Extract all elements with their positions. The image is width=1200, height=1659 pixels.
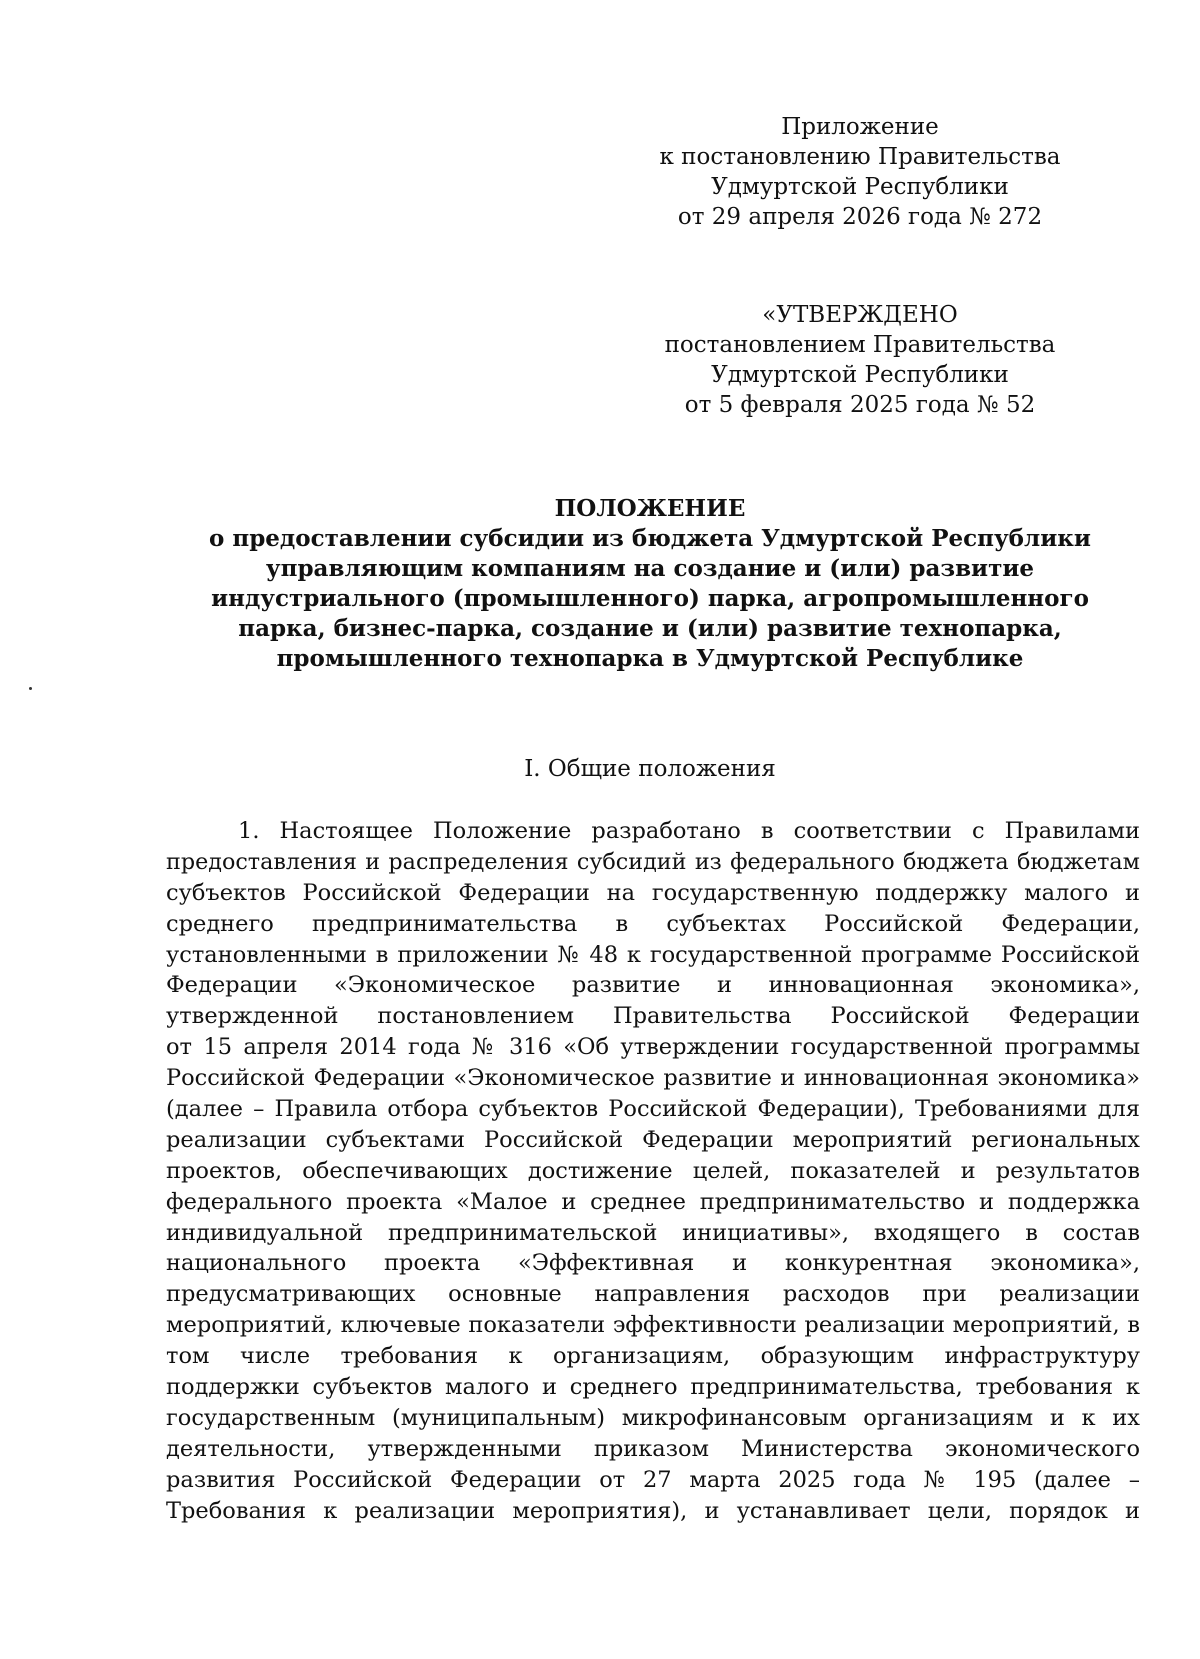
paragraph-line: том числе требования к организациям, образующим инфраструктуру	[166, 1343, 1140, 1370]
paragraph-line: установленными в приложении № 48 к государственной программе Российской	[166, 941, 1140, 968]
title-line: управляющим компаниям на создание и (или) развитие	[265, 555, 1035, 582]
annex-line: от 29 апреля 2026 года № 272	[677, 204, 1043, 230]
approval-line: Удмуртской Республики	[711, 362, 1009, 388]
paragraph-line: предоставления и распределения субсидий из федерального бюджета бюджетам	[166, 848, 1140, 875]
paragraph-line: Федерации «Экономическое развитие и инновационная экономика»,	[166, 972, 1140, 999]
paragraph-line: Российской Федерации «Экономическое развитие и инновационная экономика»	[166, 1065, 1140, 1092]
paragraph-line: мероприятий, ключевые показатели эффективности реализации мероприятий, в	[166, 1312, 1140, 1339]
paragraph-line: государственным (муниципальным) микрофинансовым организациям и к их	[166, 1404, 1140, 1431]
paragraph-line: поддержки субъектов малого и среднего предпринимательства, требования к	[166, 1374, 1140, 1401]
title-line: парка, бизнес-парка, создание и (или) развитие технопарка,	[238, 615, 1062, 642]
document-title	[180, 494, 1120, 674]
approval-line: от 5 февраля 2025 года № 52	[684, 392, 1036, 418]
title-line: индустриального (промышленного) парка, агропромышленного	[211, 585, 1089, 612]
approval-line: «УТВЕРЖДЕНО	[762, 302, 958, 328]
paragraph-line: индивидуальной предпринимательской инициативы», входящего в состав	[166, 1219, 1140, 1246]
paragraph-1	[166, 816, 1140, 1526]
annex-line: к постановлению Правительства	[659, 144, 1061, 170]
paragraph-line: развития Российской Федерации от 27 марта 2025 года № 195 (далее –	[166, 1466, 1140, 1493]
paragraph-line: среднего предпринимательства в субъектах Российской Федерации,	[166, 910, 1140, 937]
paragraph-line: деятельности, утвержденными приказом Министерства экономического	[166, 1435, 1140, 1462]
paragraph-line: 1. Настоящее Положение разработано в соответствии с Правилами	[238, 818, 1140, 844]
annex-line: Приложение	[781, 114, 939, 140]
scan-speck	[29, 687, 32, 690]
section-heading: I. Общие положения	[524, 756, 776, 782]
paragraph-line: проектов, обеспечивающих достижение целей, показателей и результатов	[166, 1157, 1140, 1184]
annex-header	[600, 112, 1120, 232]
paragraph-line: предусматривающих основные направления расходов при реализации	[166, 1281, 1140, 1308]
annex-line: Удмуртской Республики	[711, 174, 1009, 200]
paragraph-line: утвержденной постановлением Правительства Российской Федерации	[166, 1003, 1140, 1030]
approval-stamp	[600, 300, 1120, 420]
paragraph-line: Требования к реализации мероприятия), и устанавливает цели, порядок и	[166, 1497, 1140, 1524]
approval-line: постановлением Правительства	[664, 332, 1056, 358]
paragraph-line: (далее – Правила отбора субъектов Российской Федерации), Требованиями для	[166, 1096, 1140, 1123]
paragraph-line: реализации субъектами Российской Федерации мероприятий региональных	[166, 1126, 1140, 1153]
title-line: ПОЛОЖЕНИЕ	[554, 495, 746, 522]
paragraph-line: федерального проекта «Малое и среднее предпринимательство и поддержка	[166, 1188, 1140, 1215]
paragraph-line: от 15 апреля 2014 года № 316 «Об утверждении государственной программы	[166, 1034, 1140, 1061]
title-line: промышленного технопарка в Удмуртской Республике	[276, 645, 1024, 672]
paragraph-line: субъектов Российской Федерации на государственную поддержку малого и	[166, 879, 1140, 906]
title-line: о предоставлении субсидии из бюджета Удмуртской Республики	[209, 525, 1091, 552]
paragraph-line: национального проекта «Эффективная и конкурентная экономика»,	[166, 1250, 1140, 1277]
